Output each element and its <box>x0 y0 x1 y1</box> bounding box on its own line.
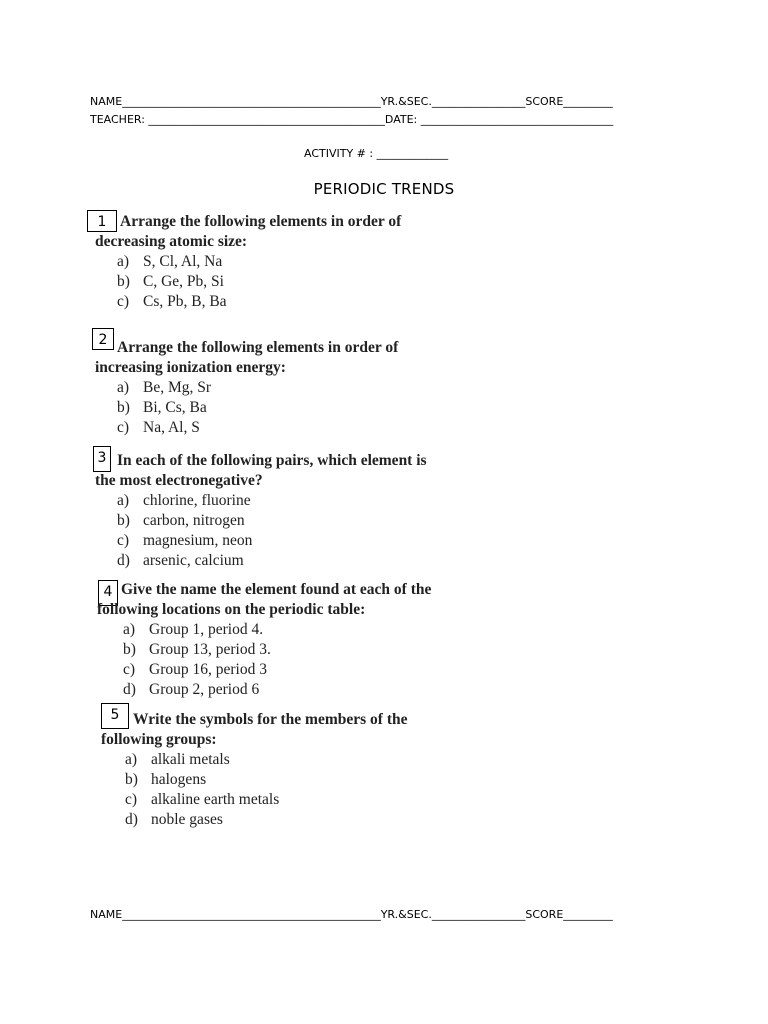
question-number-box: 1 <box>87 210 117 232</box>
question-heading: In each of the following pairs, which element is <box>117 452 427 469</box>
list-item <box>125 770 408 790</box>
item-text: Bi, Cs, Ba <box>143 399 207 416</box>
list-item <box>123 640 431 660</box>
name-line[interactable]: NAME_______________________________________________YR.&SEC._________________SCORE_________ <box>90 95 613 108</box>
question-number-box: 4 <box>98 580 118 606</box>
item-label: b) <box>117 512 130 529</box>
list-item <box>123 620 431 640</box>
list-item <box>123 680 431 700</box>
item-label: a) <box>123 621 136 638</box>
item-text: alkaline earth metals <box>151 791 280 808</box>
list-item <box>117 491 427 511</box>
item-text: S, Cl, Al, Na <box>143 253 223 270</box>
question-2 <box>95 338 398 438</box>
question-5 <box>101 710 408 830</box>
question-heading: Arrange the following elements in order of <box>117 339 399 356</box>
item-label: b) <box>117 273 130 290</box>
list-item <box>117 292 401 312</box>
item-label: c) <box>125 791 138 808</box>
list-item <box>125 810 408 830</box>
question-heading: increasing ionization energy: <box>95 359 286 376</box>
item-text: Be, Mg, Sr <box>143 379 212 396</box>
question-heading: following locations on the periodic table: <box>97 601 366 618</box>
question-heading: Arrange the following elements in order of <box>120 213 402 230</box>
item-label: a) <box>117 253 130 270</box>
question-number-box: 2 <box>92 328 114 350</box>
item-text: magnesium, neon <box>143 532 253 549</box>
item-label: b) <box>123 641 136 658</box>
list-item <box>117 418 398 438</box>
item-label: c) <box>123 661 136 678</box>
item-text: Na, Al, S <box>143 419 200 436</box>
item-text: halogens <box>151 771 207 788</box>
list-item <box>123 660 431 680</box>
question-heading: Give the name the element found at each of the <box>121 581 432 598</box>
question-number-box: 5 <box>101 703 129 729</box>
item-label: c) <box>117 532 130 549</box>
list-item <box>117 511 427 531</box>
item-text: Group 13, period 3. <box>149 641 271 658</box>
list-item <box>125 750 408 770</box>
item-label: b) <box>125 771 138 788</box>
item-label: d) <box>117 552 130 569</box>
item-text: Group 2, period 6 <box>149 681 260 698</box>
item-text: alkali metals <box>151 751 230 768</box>
item-text: carbon, nitrogen <box>143 512 245 529</box>
question-heading: Write the symbols for the members of the <box>133 711 408 728</box>
page-title: PERIODIC TRENDS <box>313 180 455 198</box>
item-text: Cs, Pb, B, Ba <box>143 293 227 310</box>
list-item <box>117 398 398 418</box>
item-label: a) <box>125 751 138 768</box>
list-item <box>117 378 398 398</box>
item-label: d) <box>125 811 138 828</box>
question-heading: following groups: <box>101 731 217 748</box>
item-text: Group 1, period 4. <box>149 621 264 638</box>
answer-list <box>95 378 398 438</box>
item-label: d) <box>123 681 136 698</box>
item-label: c) <box>117 293 130 310</box>
answer-list <box>101 750 408 830</box>
question-1 <box>95 212 401 312</box>
list-item <box>117 252 401 272</box>
list-item <box>117 272 401 292</box>
answer-list <box>95 491 427 571</box>
item-text: noble gases <box>151 811 223 828</box>
list-item <box>117 551 427 571</box>
footer-name-line[interactable]: NAME_______________________________________________YR.&SEC._________________SCORE_________ <box>90 908 613 921</box>
activity-number-line[interactable]: ACTIVITY # : _____________ <box>304 147 449 160</box>
question-number-box: 3 <box>93 446 111 472</box>
teacher-date-line[interactable]: TEACHER: ___________________________________________DATE: ___________________________________ <box>90 113 614 126</box>
item-label: a) <box>117 379 130 396</box>
list-item <box>117 531 427 551</box>
answer-list <box>95 252 401 312</box>
item-text: C, Ge, Pb, Si <box>143 273 224 290</box>
question-heading: decreasing atomic size: <box>95 233 248 250</box>
item-text: arsenic, calcium <box>143 552 244 569</box>
question-4 <box>97 580 431 700</box>
question-3 <box>95 451 427 571</box>
item-label: b) <box>117 399 130 416</box>
list-item <box>125 790 408 810</box>
question-heading: the most electronegative? <box>95 472 263 489</box>
item-label: c) <box>117 419 130 436</box>
item-text: Group 16, period 3 <box>149 661 267 678</box>
item-text: chlorine, fluorine <box>143 492 251 509</box>
item-label: a) <box>117 492 130 509</box>
answer-list <box>97 620 431 700</box>
